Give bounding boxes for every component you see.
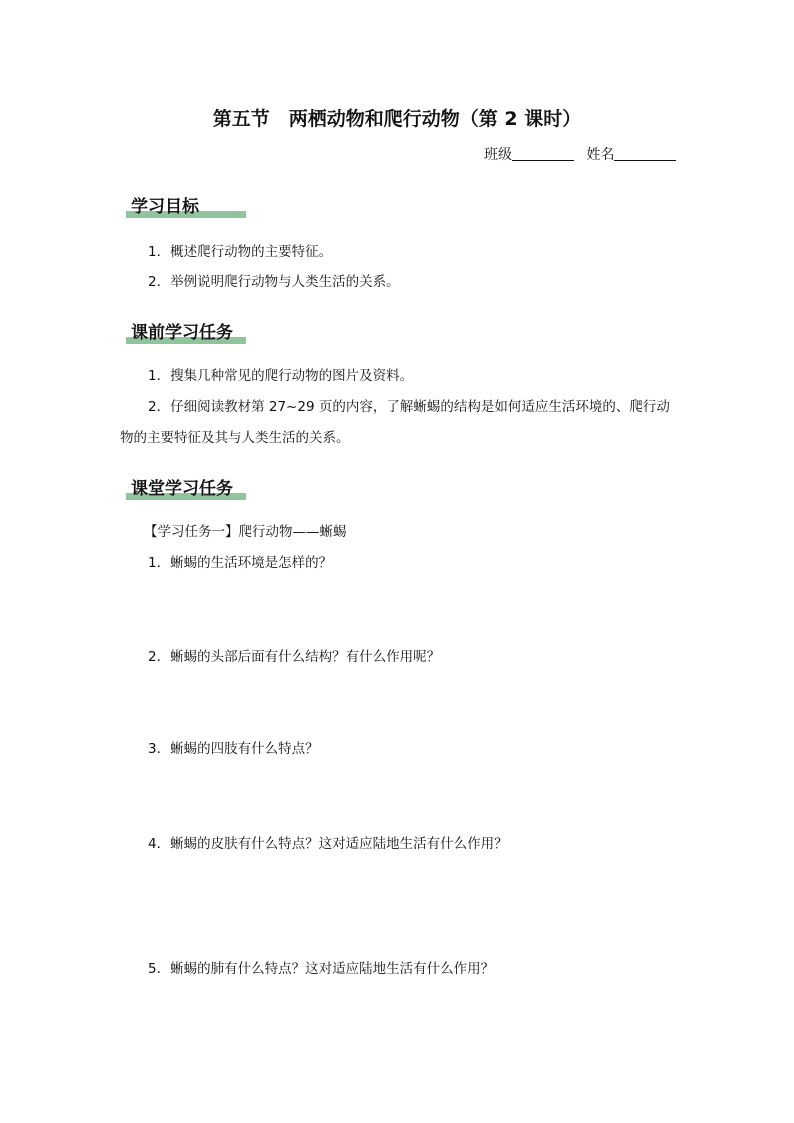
- question-item: 3．蜥蜴的四肢有什么特点？: [148, 741, 319, 757]
- heading-text: 学习目标: [131, 197, 199, 217]
- question-item: 1．蜥蜴的生活环境是怎样的？: [148, 555, 333, 571]
- question-item: 5．蜥蜴的肺有什么特点？这对适应陆地生活有什么作用？: [148, 961, 495, 977]
- class-name-line: [484, 144, 676, 164]
- heading-text: 课前学习任务: [131, 323, 233, 343]
- objective-item: 1．概述爬行动物的主要特征。: [148, 244, 333, 260]
- class-label: 班级: [484, 147, 512, 163]
- section-heading-in-class: [126, 472, 246, 502]
- name-blank[interactable]: [614, 146, 676, 161]
- pre-class-item: 1．搜集几种常见的爬行动物的图片及资料。: [148, 368, 414, 384]
- pre-class-item: 2．仔细阅读教材第 27~29 页的内容，了解蜥蜴的结构是如何适应生活环境的、爬行动: [148, 399, 670, 415]
- section-heading-objectives: [126, 190, 246, 220]
- question-item: 2．蜥蜴的头部后面有什么结构？有什么作用呢？: [148, 649, 441, 665]
- objective-item: 2．举例说明爬行动物与人类生活的关系。: [148, 274, 400, 290]
- task-title: 【学习任务一】爬行动物——蜥蜴: [144, 524, 347, 540]
- pre-class-item-continuation: 物的主要特征及其与人类生活的关系。: [120, 430, 350, 446]
- section-heading-pre-class: [126, 316, 246, 346]
- question-item: 4．蜥蜴的皮肤有什么特点？这对适应陆地生活有什么作用？: [148, 836, 508, 852]
- page-title: 第五节 两栖动物和爬行动物（第 2 课时）: [212, 108, 582, 130]
- class-blank[interactable]: [512, 146, 574, 161]
- name-label: 姓名: [586, 147, 615, 163]
- heading-text: 课堂学习任务: [131, 479, 233, 499]
